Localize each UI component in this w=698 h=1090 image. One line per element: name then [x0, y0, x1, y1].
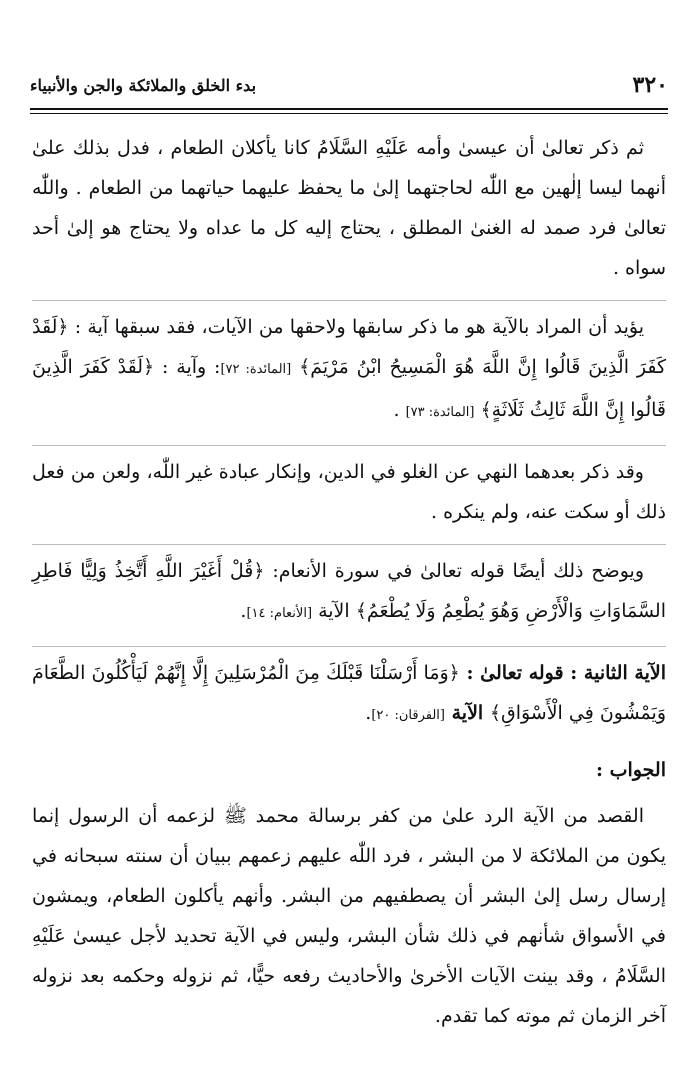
- p4-text-b: الآية: [312, 600, 356, 622]
- paragraph-4: [32, 544, 666, 634]
- answer-heading: الجواب :: [596, 759, 666, 781]
- quran-verse-2: ﴿لَقَدْ كَفَرَ الَّذِينَ قَالُوا إِنَّ اللَّهَ ثَالِثُ ثَلَاثَةٍ﴾: [32, 356, 666, 421]
- page-header: [30, 68, 668, 102]
- page-number: ٣٢٠: [632, 72, 668, 98]
- p5-end: .: [365, 702, 372, 724]
- quran-verse-4: ﴿وَمَا أَرْسَلْنَا قَبْلَكَ مِنَ الْمُرْسَلِينَ إِلَّا إِنَّهُمْ لَيَأْكُلُونَ الطَّعَامَ وَيَمْشُونَ فِي الْأَسْوَاقِ﴾: [32, 662, 666, 724]
- p5-text-b: الآية: [445, 702, 490, 724]
- p4-end: .: [240, 600, 247, 622]
- paragraph-6: القصد من الآية الرد علىٰ من كفر برسالة محمد ﷺ لزعمه أن الرسول إنما يكون من الملائكة لا من البشر ، فرد اللّٰه عليهم زعمهم ببيان أن سنته سبحانه في إرسال رسل إلىٰ البشر أن يصطفيهم من البشر. وأنهم يأكلون الطعام، ويمشون في الأسواق شأنهم في ذلك شأن البشر، وليس في الآية تحديد لأجل عيسىٰ عَلَيْهِ السَّلَامُ ، وقد بينت الآيات الأخرىٰ والأحاديث رفعه حيًّا، ثم نزوله وحكمه بعد نزوله آخر الزمان ثم موته كما تقدم.: [32, 805, 666, 1027]
- verse-ref-3: [الأنعام: ١٤]: [246, 606, 313, 621]
- paragraph-3: وقد ذكر بعدهما النهي عن الغلو في الدين، وإنكار عبادة غير اللّٰه، ولعن من فعل ذلك أو سكت عنه، ولم ينكره .: [32, 445, 666, 532]
- header-rule-thin: [30, 113, 668, 114]
- p4-text-a: ويوضح ذلك أيضًا قوله تعالىٰ في سورة الأنعام:: [264, 560, 644, 582]
- running-title: بدء الخلق والملائكة والجن والأنبياء: [30, 75, 257, 95]
- quran-verse-1: ﴿لَقَدْ كَفَرَ الَّذِينَ قَالُوا إِنَّ اللَّهَ هُوَ الْمَسِيحُ ابْنُ مَرْيَمَ﴾: [32, 316, 666, 378]
- p2-end: .: [393, 399, 406, 421]
- verse-ref-1: [المائدة: ٧٢]: [220, 362, 292, 377]
- p2-text-b: : وآية :: [154, 356, 221, 378]
- paragraph-1: ثم ذكر تعالىٰ أن عيسىٰ وأمه عَلَيْهِ السَّلَامُ كانا يأكلان الطعام ، فدل بذلك علىٰ أنهما ليسا إلٰهين مع اللّٰه لحاجتهما إلىٰ ما يحفظ عليهما حياتهما من الطعام . واللّٰه تعالىٰ فرد صمد له الغنىٰ المطلق ، يحتاج إليه كل ما عداه ولا يحتاج هو إلىٰ أحد سواه .: [32, 137, 666, 279]
- verse-ref-4: [الفرقان: ٢٠]: [371, 708, 445, 723]
- paragraph-5: [32, 646, 666, 736]
- second-verse-label: الآية الثانية : قوله تعالىٰ :: [459, 662, 666, 684]
- header-rule-thick: [30, 108, 668, 110]
- verse-ref-2: [المائدة: ٧٣]: [405, 405, 475, 420]
- quran-verse-3: ﴿قُلْ أَغَيْرَ اللَّهِ أَتَّخِذُ وَلِيًّا فَاطِرِ السَّمَاوَاتِ وَالْأَرْضِ وَهُوَ يُطْعِمُ وَلَا يُطْعَمُ﴾: [32, 560, 666, 622]
- p2-text-a: يؤيد أن المراد بالآية هو ما ذكر سابقها ولاحقها من الآيات، فقد سبقها آية :: [68, 316, 644, 338]
- paragraph-2: [32, 300, 666, 433]
- page-body: [32, 128, 666, 1036]
